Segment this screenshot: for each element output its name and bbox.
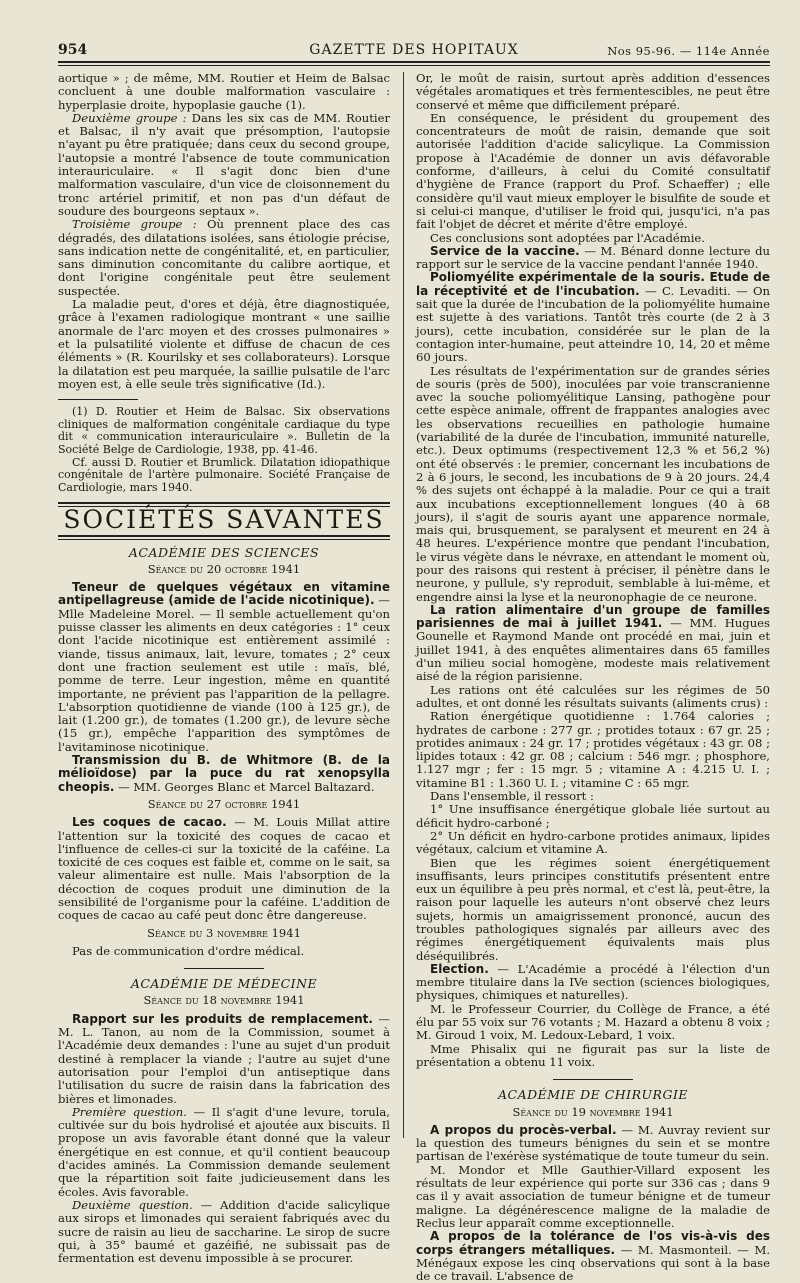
page-header: [58, 40, 770, 60]
paragraph: Or, le moût de raisin, surtout après addition d'essences végétales aromatiques et très fermentescibles, ne peut être conservé et même que difficilement préparé.: [416, 71, 770, 112]
paragraph: 2° Un déficit en hydro-carbone protides animaux, lipides végétaux, calcium et vitamine A.: [416, 828, 770, 857]
paragraph: Ration énergétique quotidienne : 1.764 calories ; hydrates de carbone : 277 gr. ; protides totaux : 67 gr. 25 ; protides animaux : 24 gr. 17 ; protides végétaux : 43 gr. 08 ; lipides totaux : 42 gr. 08 ; calcium : 546 mgr. ; phosphore, 1.127 mgr ; fer : 15 mgr. 5 ; vitamine A : 4.215 U. I. ; vitamine B1 : 1.360 U. I. ; vitamine C : 65 mgr.: [416, 709, 770, 790]
paragraph: Ces conclusions sont adoptées par l'Académie.: [430, 230, 705, 245]
header-rule: [58, 61, 770, 63]
section-title: SOCIÉTÉS SAVANTES: [63, 505, 385, 535]
paragraph: Dans l'ensemble, il ressort :: [430, 789, 594, 804]
session-date: Séance du 18 novembre 1941: [143, 993, 305, 1008]
paragraph: Troisième groupe : Où prennent place des cas dégradés, des dilatations isolées, sans étiologie précise, sans indication nette de congénitalité, et, en particulier, sans diminution concomitante du calibre aortique, et dont l'origine congénitale peut être seulement suspectée.: [58, 217, 390, 298]
academy-heading: ACADÉMIE DE CHIRURGIE: [497, 1087, 689, 1103]
footnote: (1) D. Routier et Heim de Balsac. Six observations cliniques de malformation congénitale cardiaque du type dit « communication interauriculaire ». Bulletin de la Société Belge de Cardiologie, 1938, pp. 41-46.: [58, 405, 390, 456]
session-date: Séance du 19 novembre 1941: [512, 1104, 674, 1119]
journal-title: GAZETTE DES HOPITAUX: [309, 42, 519, 58]
article: Transmission du B. de Whitmore (B. de la mélioïdose) par la puce du rat xenopsylla cheopis. — MM. Georges Blanc et Marcel Baltazard.: [58, 753, 390, 794]
paragraph: M. Mondor et Mlle Gauthier-Villard exposent les résultats de leur expérience qui porte sur 336 cas ; dans 9 cas il y avait association de tumeur bénigne et de tumeur maligne. La dégénérescence maligne de la maladie de Reclus leur apparaît comme exceptionnelle.: [416, 1162, 770, 1230]
paragraph: En conséquence, le président du groupement des concentrateurs de moût de raisin, demande que soit autorisée l'addition d'acide salicylique. La Commission propose à l'Académie de donner un avis défavorable conforme, d'ailleurs, à celui du Comité consultatif d'hygiène de France (rapport du Prof. Schaeffer) ; elle considère qu'il vaut mieux employer le bisulfite de soude et si celui-ci manque, d'utiliser le froid qui, jusqu'ici, n'a pas fait l'objet de décret et mérite d'être employé.: [416, 110, 770, 232]
article: Poliomyélite expérimentale de la souris. Etude de la réceptivité et de l'incubation. — C. Levaditi. — On sait que la durée de l'incubation de la poliomyélite humaine est sujette à des variations. Tantôt très courte (de 2 à 3 jours), cette incubation, considérée sur le plan de la contagion inter-humaine, peut atteindre 10, 14, 20 et même 60 jours.: [416, 270, 770, 365]
footnotes: [58, 406, 390, 494]
session-date: Séance du 27 octobre 1941: [147, 796, 301, 811]
article: Service de la vaccine. — M. Bénard donne lecture du rapport sur le service de la vaccine pendant l'année 1940.: [416, 243, 770, 272]
paragraph: 1° Une insuffisance énergétique globale liée surtout au déficit hydro-carboné ;: [416, 802, 770, 830]
paragraph: M. le Professeur Courrier, du Collège de France, a été élu par 55 voix sur 76 votants ; M. Hazard a obtenu 8 voix ; M. Giroud 1 voix, M. Ledoux-Lebard, 1 voix.: [416, 1001, 770, 1043]
article: La ration alimentaire d'un groupe de familles parisiennes de mai à juillet 1941. — MM. Hugues Gounelle et Raymond Mande ont procédé en mai, juin et juillet 1941, à des enquêtes alimentaires dans 65 familles d'un milieu social homogène, modeste mais relativement aisé de la région parisienne.: [416, 602, 770, 684]
right-column: [416, 72, 770, 1283]
paragraph: Pas de communication d'ordre médical.: [72, 943, 305, 958]
paragraph: Deuxième groupe : Dans les six cas de MM. Routier et Balsac, il n'y avait que présomption, l'autopsie n'ayant pu être pratiquée; dans ceux du second groupe, l'autopsie a montré l'absence de toute communication interauriculaire. « Il s'agit donc bien d'une malformation vasculaire, d'un vice de cloisonnement du tronc artériel primitif, et non pas d'un défaut de soudure des bourgeons septaux ».: [58, 110, 390, 218]
academy-heading: ACADÉMIE DE MÉDECINE: [130, 976, 318, 992]
paragraph: La maladie peut, d'ores et déjà, être diagnostiquée, grâce à l'examen radiologique montrant « une saillie anormale de l'arc moyen et des crosses pulmonaires » et la pulsatilité violente et diffuse de chacun de ces éléments » (R. Kourilsky et ses collaborateurs). Lorsque la dilatation est peu marquée, la saillie pulsatile de l'arc moyen est, à elle seule très significative (Id.).: [58, 297, 390, 391]
page-number: 954: [58, 42, 88, 58]
article: Rapport sur les produits de remplacement. — M. L. Tanon, au nom de la Commission, soumet à l'Académie deux demandes : l'une au sujet d'un produit destiné à remplacer la viande ; l'autre au sujet d'une autorisation pour l'emploi d'un antiseptique dans l'utilisation du sucre de raisin dans la fabrication des bières et limonades.: [58, 1011, 390, 1106]
section-rule: [58, 535, 390, 540]
header-rule-thin: [58, 65, 770, 66]
article: A propos de la tolérance de l'os vis-à-vis des corps étrangers métalliques. — M. Masmonteil. — M. Ménégaux expose les cinq observations qui sont à la base de ce travail. L'absence de: [416, 1229, 770, 1283]
paragraph: aortique » ; de même, MM. Routier et Heim de Balsac concluent à une double malformation vasculaire : hyperplasie droite, hypoplasie gauche (1).: [58, 71, 390, 112]
paragraph: Bien que les régimes soient énergétiquement insuffisants, leurs principes constitutifs présentent entre eux un équilibre à peu près normal, et c'est là, peut-être, la raison pour laquelle les auteurs n'ont observé chez leurs sujets, hormis un amaigrissement prononcé, aucun des troubles pathologiques signalés par ailleurs avec des régimes énergétiquement équivalents mais plus déséquilibrés.: [416, 855, 770, 963]
article: A propos du procès-verbal. — M. Auvray revient sur la question des tumeurs bénignes du sein et se montre partisan de l'exérèse systématique de toute tumeur du sein.: [416, 1122, 770, 1164]
divider: [184, 968, 264, 969]
session-date: Séance du 20 octobre 1941: [147, 561, 301, 576]
paragraph: Première question. — Il s'agit d'une levure, torula, cultivée sur du bois hydrolisé et ajoutée aux biscuits. Il propose un avis favorable étant donné que la valeur énergétique en est connue, et qu'il contient beaucoup d'acides aminés. La Commission demande seulement que la répartition soit faite judicieusement dans les écoles. Avis favorable.: [58, 1104, 390, 1199]
left-column: [58, 72, 390, 1265]
issue-number: Nos 95-96. — 114e Année: [607, 44, 770, 58]
footnote-rule: [58, 399, 138, 400]
divider: [553, 1079, 633, 1080]
footnote: Cf. aussi D. Routier et Brumlick. Dilatation idiopathique congénitale de l'artère pulmonaire. Société Française de Cardiologie, mars 1940.: [58, 455, 390, 494]
paragraph: Les résultats de l'expérimentation sur de grandes séries de souris (près de 500), inoculées par voie transcranienne avec la souche poliomyélitique Lansing, pathogène pour cette espèce animale, offrent de frappantes analogies avec les observations recueillies en pathologie humaine (variabilité de la durée de l'incubation, immunité naturelle, etc.). Deux optimums (respectivement 12,3 % et 56,2 %) ont été observés : le premier, concernant les incubations de 2 à 6 jours, le second, les incubations de 9 à 20 jours. 24,4 % des sujets ont échappé à la maladie. Pour ce qui a trait aux incubations exceptionnellement longues (40 à 68 jours), il s'agit de souris ayant une apparence normale, mais qui, brusquement, se paralysent et meurent en 24 à 48 heures. L'expérience montre que pendant l'incubation, le virus végète dans le névraxe, en attendant le moment où, pour des raisons qui restent à préciser, il pénètre dans le neurone, y pullule, s'y reproduit, semblable à lui-même, et engendre ainsi la lyse et la neuronophagie de ce neurone.: [416, 363, 770, 604]
column-divider: [403, 72, 404, 1138]
paragraph: Mme Phisalix qui ne figurait pas sur la liste de présentation a obtenu 11 voix.: [416, 1041, 770, 1069]
academy-heading: ACADÉMIE DES SCIENCES: [128, 544, 320, 560]
article: Les coques de cacao. — M. Louis Millat attire l'attention sur la toxicité des coques de cacao et l'influence de celles-ci sur la toxicité de la caféine. La toxicité de ces coques est faible et, comme on le sait, sa valeur alimentaire est nulle. Mais l'absorption de la décoction de coques produit une diminution de la sensibilité de l'organisme pour la caféine. L'addition de coques de cacao au café peut donc être dangereuse.: [58, 815, 391, 923]
paragraph: Les rations ont été calculées sur les régimes de 50 adultes, et ont donné les résultats suivants (aliments crus) :: [416, 682, 770, 710]
article: Election. — L'Académie a procédé à l'élection d'un membre titulaire dans la IVe section (sciences biologiques, physiques, chimiques et naturelles).: [416, 961, 770, 1003]
article: Teneur de quelques végétaux en vitamine antipellagreuse (amide de l'acide nicotinique). — Mlle Madeleine Morel. — Il semble actuellement qu'on puisse classer les aliments en deux catégories : 1° ceux dont l'acide nicotinique est entièrement assimilé : viande, tissus animaux, lait, levure, tomates ; 2° ceux dont une fraction seulement est utile : maïs, blé, pomme de terre. Leur ingestion, même en quantité importante, ne prévient pas l'apparition de la pellagre. L'absorption quotidienne de viande (100 à 125 gr.), de lait (1.200 gr.), de tomates (1.200 gr.), de levure sèche (15 gr.), empêche l'apparition des symptômes de l'avitaminose nicotinique.: [58, 580, 391, 754]
session-date: Séance du 3 novembre 1941: [147, 925, 301, 940]
paragraph: Deuxième question. — Addition d'acide salicylique aux sirops et limonades qui seraient fabriqués avec du sucre de raisin au lieu de saccharine. Le sirop de sucre qui, à 35° baumé et gazéifié, ne subissait pas de fermentation est devenu impossible à se procurer.: [58, 1197, 390, 1266]
